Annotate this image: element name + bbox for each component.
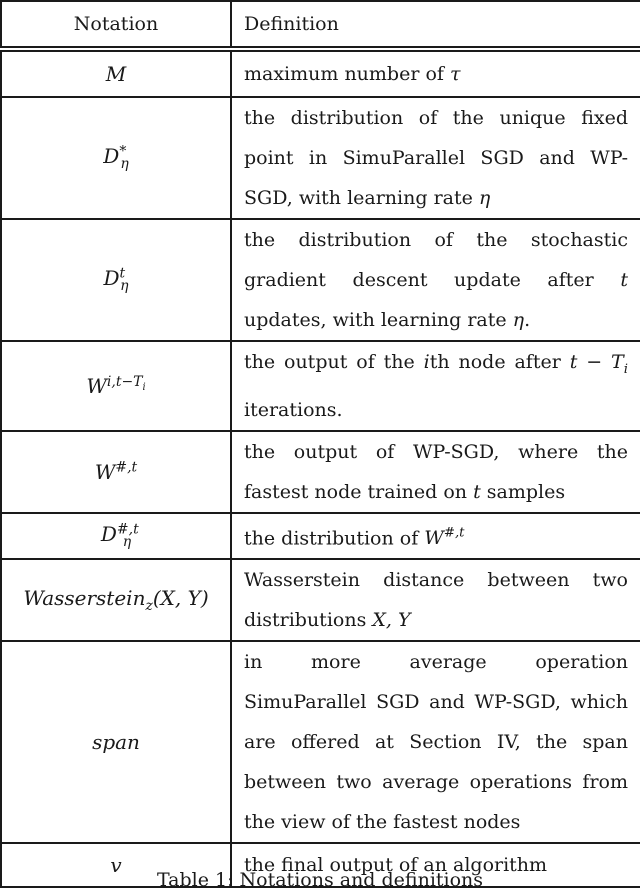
definition-text: the distribution of the unique fixed point in SimuParallel SGD and WP-SGD, with learning rate η [244, 107, 628, 209]
definition-cell [231, 431, 640, 513]
notation-symbol: span [92, 730, 140, 755]
definition-text: maximum number of τ [244, 63, 461, 85]
table-header-row [1, 1, 640, 47]
header-definition: Definition [231, 1, 640, 47]
notation-symbol: $W^{\#,t}$ [94, 459, 138, 485]
definition-text: Wasserstein distance between two distributions X, Y [244, 569, 628, 632]
notation-symbol: M [105, 62, 127, 86]
definition-cell [231, 641, 640, 843]
table-row [1, 513, 640, 559]
definition-text: the output of WP-SGD, where the fastest node trained on t samples [244, 440, 628, 503]
notation-cell [1, 641, 231, 843]
table-row [1, 219, 640, 341]
table-row [1, 341, 640, 431]
notation-symbol: $W^{i,t-T_i}$ [86, 373, 146, 399]
table-row [1, 641, 640, 843]
table-row [1, 559, 640, 641]
definition-cell [231, 341, 640, 431]
definition-cell [231, 559, 640, 641]
notation-cell [1, 559, 231, 641]
notation-symbol: v [110, 853, 122, 878]
header-notation: Notation [1, 1, 231, 47]
notation-cell [1, 51, 231, 97]
definition-text: the output of the ith node after $t - T_i$ iterations. [244, 351, 628, 421]
notation-cell [1, 341, 231, 431]
definition-text: the distribution of the stochastic gradient descent update after t updates, with learning rate η. [244, 229, 628, 331]
definition-text: the distribution of $W^{\#,t}$ [244, 525, 465, 550]
definition-text: in more average operation SimuParallel SGD and WP-SGD, which are offered at Section IV, the span between two average operations from the view of the fastest nodes [244, 651, 628, 834]
notation-cell [1, 431, 231, 513]
notation-cell [1, 97, 231, 219]
table-row [1, 51, 640, 97]
definition-cell [231, 219, 640, 341]
notation-symbol: $D^*_\eta$ [103, 143, 129, 173]
notation-symbol: Wasserstein$_z$(X, Y) [23, 586, 209, 615]
definition-cell [231, 513, 640, 559]
table-caption: Table 1: Notations and definitions [156, 869, 484, 891]
notation-cell [1, 219, 231, 341]
notation-symbol: $D^t_\eta$ [103, 265, 129, 295]
notation-cell [1, 513, 231, 559]
definition-cell [231, 51, 640, 97]
table-row [1, 97, 640, 219]
definition-text: the final output of an algorithm [244, 854, 548, 877]
table-row [1, 431, 640, 513]
notation-symbol: $D^{\#,t}_\eta$ [100, 521, 139, 551]
definition-cell [231, 97, 640, 219]
